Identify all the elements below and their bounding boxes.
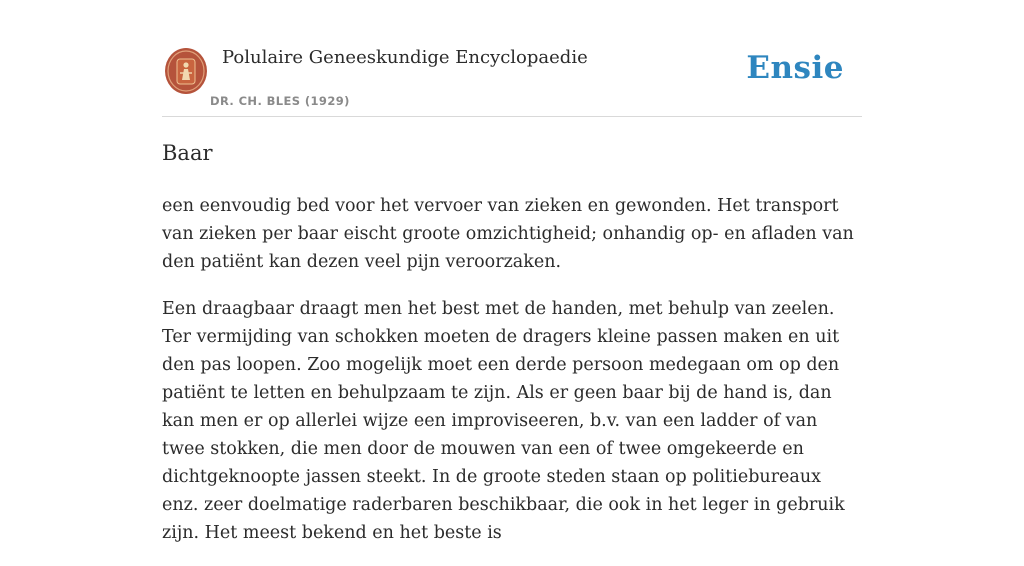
entry-paragraph: een eenvoudig bed voor het vervoer van zieken en gewonden. Het transport van zieken per baar eischt groote omzichtigheid; onhandig op- en afladen van den patiënt kan dezen veel pijn veroorzaken. [162, 196, 854, 272]
entry-body [162, 192, 862, 566]
book-emblem-icon[interactable] [164, 47, 208, 95]
brand-logo-link[interactable]: Ensie [746, 50, 844, 86]
header [162, 38, 862, 117]
book-title[interactable]: Polulaire Geneeskundige Encyclopaedie [222, 47, 588, 68]
book-author: DR. CH. BLES (1929) [210, 94, 350, 108]
entry-paragraph: Een draagbaar draagt men het best met de handen, met behulp van zeelen. Ter vermijding van schokken moeten de dragers kleine passen maken en uit den pas loopen. Zoo mogelijk moet een derde persoon medegaan om op den patiënt te letten en behulpzaam te zijn. Als er geen baar bij de hand is, dan kan men er op allerlei wijze een improviseeren, b.v. van een ladder of van twee stokken, die men door de mouwen van een of twee omgekeerde en dichtgeknoopte jassen steekt. In de groote steden staan op politiebureaux enz. zeer doelmatige raderbaren beschikbaar, die ook in het leger in gebruik zijn. Het meest bekend en het beste is [162, 299, 845, 543]
entry-title: Baar [162, 141, 213, 165]
